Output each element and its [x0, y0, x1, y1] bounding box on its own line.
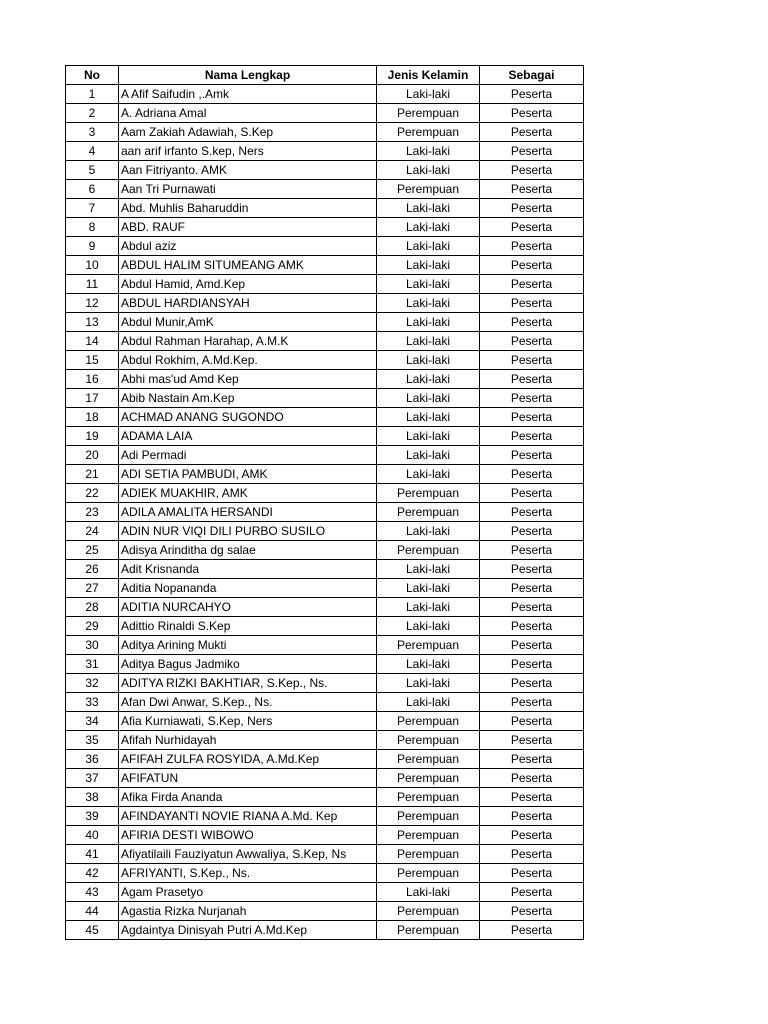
- cell-no: 40: [66, 826, 119, 845]
- cell-name: Afifah Nurhidayah: [119, 731, 377, 750]
- cell-no: 41: [66, 845, 119, 864]
- cell-no: 29: [66, 617, 119, 636]
- table-row: [66, 218, 584, 237]
- cell-no: 21: [66, 465, 119, 484]
- cell-gender: Perempuan: [377, 731, 480, 750]
- cell-no: 26: [66, 560, 119, 579]
- cell-no: 28: [66, 598, 119, 617]
- table-row: [66, 332, 584, 351]
- cell-no: 36: [66, 750, 119, 769]
- table-row: [66, 807, 584, 826]
- table-row: [66, 237, 584, 256]
- table-row: [66, 845, 584, 864]
- cell-role: Peserta: [480, 237, 584, 256]
- cell-role: Peserta: [480, 294, 584, 313]
- cell-gender: Perempuan: [377, 123, 480, 142]
- table-row: [66, 693, 584, 712]
- cell-gender: Perempuan: [377, 864, 480, 883]
- cell-gender: Perempuan: [377, 902, 480, 921]
- table-row: [66, 142, 584, 161]
- cell-name: Abd. Muhlis Baharuddin: [119, 199, 377, 218]
- cell-role: Peserta: [480, 123, 584, 142]
- cell-name: AFINDAYANTI NOVIE RIANA A.Md. Kep: [119, 807, 377, 826]
- cell-name: Abdul Hamid, Amd.Kep: [119, 275, 377, 294]
- table-row: [66, 446, 584, 465]
- table-row: [66, 275, 584, 294]
- cell-no: 12: [66, 294, 119, 313]
- cell-name: ABDUL HALIM SITUMEANG AMK: [119, 256, 377, 275]
- cell-no: 24: [66, 522, 119, 541]
- table-row: [66, 522, 584, 541]
- table-row: [66, 788, 584, 807]
- cell-no: 44: [66, 902, 119, 921]
- cell-no: 17: [66, 389, 119, 408]
- table-row: [66, 902, 584, 921]
- cell-no: 45: [66, 921, 119, 940]
- cell-role: Peserta: [480, 104, 584, 123]
- cell-name: Aan Tri Purnawati: [119, 180, 377, 199]
- cell-name: Abdul Rahman Harahap, A.M.K: [119, 332, 377, 351]
- cell-gender: Laki-laki: [377, 161, 480, 180]
- cell-role: Peserta: [480, 199, 584, 218]
- cell-role: Peserta: [480, 351, 584, 370]
- cell-role: Peserta: [480, 636, 584, 655]
- cell-gender: Laki-laki: [377, 693, 480, 712]
- cell-no: 15: [66, 351, 119, 370]
- cell-gender: Laki-laki: [377, 256, 480, 275]
- cell-gender: Perempuan: [377, 826, 480, 845]
- participant-table: [65, 65, 584, 940]
- cell-name: Aam Zakiah Adawiah, S.Kep: [119, 123, 377, 142]
- cell-no: 13: [66, 313, 119, 332]
- cell-role: Peserta: [480, 788, 584, 807]
- table-row: [66, 769, 584, 788]
- table-row: [66, 598, 584, 617]
- table-row: [66, 104, 584, 123]
- cell-name: Aditia Nopananda: [119, 579, 377, 598]
- table-row: [66, 503, 584, 522]
- cell-gender: Laki-laki: [377, 199, 480, 218]
- cell-gender: Laki-laki: [377, 560, 480, 579]
- cell-name: A. Adriana Amal: [119, 104, 377, 123]
- cell-role: Peserta: [480, 256, 584, 275]
- table-row: [66, 921, 584, 940]
- cell-no: 34: [66, 712, 119, 731]
- header-no: No: [66, 66, 119, 85]
- cell-no: 31: [66, 655, 119, 674]
- cell-name: Abib Nastain Am.Kep: [119, 389, 377, 408]
- cell-role: Peserta: [480, 807, 584, 826]
- cell-gender: Laki-laki: [377, 218, 480, 237]
- cell-role: Peserta: [480, 275, 584, 294]
- cell-gender: Perempuan: [377, 484, 480, 503]
- cell-name: ACHMAD ANANG SUGONDO: [119, 408, 377, 427]
- cell-role: Peserta: [480, 864, 584, 883]
- cell-gender: Laki-laki: [377, 332, 480, 351]
- cell-name: ADIEK MUAKHIR, AMK: [119, 484, 377, 503]
- cell-name: Adittio Rinaldi S.Kep: [119, 617, 377, 636]
- table-row: [66, 731, 584, 750]
- cell-gender: Laki-laki: [377, 579, 480, 598]
- cell-name: Adisya Arinditha dg salae: [119, 541, 377, 560]
- cell-no: 6: [66, 180, 119, 199]
- table-row: [66, 826, 584, 845]
- cell-no: 3: [66, 123, 119, 142]
- table-row: [66, 655, 584, 674]
- cell-name: Adit Krisnanda: [119, 560, 377, 579]
- cell-name: ADAMA LAIA: [119, 427, 377, 446]
- cell-no: 35: [66, 731, 119, 750]
- cell-name: Aditya Bagus Jadmiko: [119, 655, 377, 674]
- cell-no: 11: [66, 275, 119, 294]
- cell-gender: Perempuan: [377, 180, 480, 199]
- cell-role: Peserta: [480, 161, 584, 180]
- cell-role: Peserta: [480, 902, 584, 921]
- cell-no: 37: [66, 769, 119, 788]
- cell-name: aan arif irfanto S.kep, Ners: [119, 142, 377, 161]
- table-row: [66, 636, 584, 655]
- cell-no: 20: [66, 446, 119, 465]
- cell-gender: Laki-laki: [377, 408, 480, 427]
- cell-name: Afan Dwi Anwar, S.Kep., Ns.: [119, 693, 377, 712]
- cell-no: 4: [66, 142, 119, 161]
- table-row: [66, 883, 584, 902]
- cell-name: A Afif Saifudin ,.Amk: [119, 85, 377, 104]
- header-name: Nama Lengkap: [119, 66, 377, 85]
- cell-role: Peserta: [480, 921, 584, 940]
- cell-name: Afia Kurniawati, S.Kep, Ners: [119, 712, 377, 731]
- cell-gender: Laki-laki: [377, 389, 480, 408]
- table-row: [66, 85, 584, 104]
- cell-name: Agastia Rizka Nurjanah: [119, 902, 377, 921]
- table-row: [66, 351, 584, 370]
- cell-gender: Laki-laki: [377, 883, 480, 902]
- cell-role: Peserta: [480, 503, 584, 522]
- cell-role: Peserta: [480, 541, 584, 560]
- table-row: [66, 427, 584, 446]
- cell-gender: Perempuan: [377, 541, 480, 560]
- cell-no: 5: [66, 161, 119, 180]
- cell-no: 10: [66, 256, 119, 275]
- cell-gender: Laki-laki: [377, 275, 480, 294]
- cell-gender: Perempuan: [377, 788, 480, 807]
- cell-name: ADITIA NURCAHYO: [119, 598, 377, 617]
- cell-no: 14: [66, 332, 119, 351]
- cell-role: Peserta: [480, 598, 584, 617]
- cell-no: 32: [66, 674, 119, 693]
- header-row: [66, 66, 584, 85]
- table-row: [66, 370, 584, 389]
- cell-gender: Laki-laki: [377, 313, 480, 332]
- cell-role: Peserta: [480, 370, 584, 389]
- cell-role: Peserta: [480, 560, 584, 579]
- cell-role: Peserta: [480, 750, 584, 769]
- cell-gender: Laki-laki: [377, 617, 480, 636]
- cell-name: Abdul Munir,AmK: [119, 313, 377, 332]
- cell-no: 38: [66, 788, 119, 807]
- cell-name: AFIFAH ZULFA ROSYIDA, A.Md.Kep: [119, 750, 377, 769]
- cell-gender: Perempuan: [377, 636, 480, 655]
- cell-role: Peserta: [480, 579, 584, 598]
- cell-no: 39: [66, 807, 119, 826]
- cell-name: Adi Permadi: [119, 446, 377, 465]
- cell-gender: Perempuan: [377, 712, 480, 731]
- cell-name: Abhi mas'ud Amd Kep: [119, 370, 377, 389]
- cell-role: Peserta: [480, 845, 584, 864]
- header-gender: Jenis Kelamin: [377, 66, 480, 85]
- cell-role: Peserta: [480, 769, 584, 788]
- cell-role: Peserta: [480, 617, 584, 636]
- cell-gender: Laki-laki: [377, 427, 480, 446]
- cell-name: AFRIYANTI, S.Kep., Ns.: [119, 864, 377, 883]
- cell-name: ADILA AMALITA HERSANDI: [119, 503, 377, 522]
- cell-no: 42: [66, 864, 119, 883]
- table-row: [66, 541, 584, 560]
- header-role: Sebagai: [480, 66, 584, 85]
- cell-gender: Perempuan: [377, 503, 480, 522]
- cell-role: Peserta: [480, 883, 584, 902]
- cell-gender: Laki-laki: [377, 351, 480, 370]
- cell-name: Agdaintya Dinisyah Putri A.Md.Kep: [119, 921, 377, 940]
- cell-role: Peserta: [480, 484, 584, 503]
- table-row: [66, 712, 584, 731]
- cell-role: Peserta: [480, 313, 584, 332]
- cell-name: Aditya Arining Mukti: [119, 636, 377, 655]
- table-body: [66, 85, 584, 940]
- cell-role: Peserta: [480, 826, 584, 845]
- cell-gender: Laki-laki: [377, 674, 480, 693]
- cell-no: 18: [66, 408, 119, 427]
- cell-gender: Perempuan: [377, 104, 480, 123]
- cell-role: Peserta: [480, 427, 584, 446]
- cell-gender: Laki-laki: [377, 142, 480, 161]
- cell-name: AFIRIA DESTI WIBOWO: [119, 826, 377, 845]
- table-row: [66, 560, 584, 579]
- cell-gender: Laki-laki: [377, 370, 480, 389]
- cell-gender: Laki-laki: [377, 522, 480, 541]
- cell-name: Afika Firda Ananda: [119, 788, 377, 807]
- cell-role: Peserta: [480, 218, 584, 237]
- table-row: [66, 484, 584, 503]
- table-row: [66, 313, 584, 332]
- cell-role: Peserta: [480, 85, 584, 104]
- cell-role: Peserta: [480, 712, 584, 731]
- cell-no: 8: [66, 218, 119, 237]
- cell-gender: Perempuan: [377, 807, 480, 826]
- cell-no: 9: [66, 237, 119, 256]
- cell-no: 22: [66, 484, 119, 503]
- cell-no: 7: [66, 199, 119, 218]
- cell-no: 33: [66, 693, 119, 712]
- cell-no: 23: [66, 503, 119, 522]
- table-row: [66, 465, 584, 484]
- cell-role: Peserta: [480, 180, 584, 199]
- cell-name: ADITYA RIZKI BAKHTIAR, S.Kep., Ns.: [119, 674, 377, 693]
- cell-no: 30: [66, 636, 119, 655]
- cell-name: Agam Prasetyo: [119, 883, 377, 902]
- table-row: [66, 617, 584, 636]
- cell-role: Peserta: [480, 142, 584, 161]
- cell-name: Aan Fitriyanto. AMK: [119, 161, 377, 180]
- table-row: [66, 294, 584, 313]
- cell-gender: Laki-laki: [377, 655, 480, 674]
- cell-name: Abdul aziz: [119, 237, 377, 256]
- participant-sheet: [65, 65, 583, 940]
- cell-gender: Laki-laki: [377, 465, 480, 484]
- cell-gender: Laki-laki: [377, 598, 480, 617]
- cell-role: Peserta: [480, 674, 584, 693]
- table-row: [66, 161, 584, 180]
- table-row: [66, 389, 584, 408]
- cell-name: Afiyatilaili Fauziyatun Awwaliya, S.Kep, Ns: [119, 845, 377, 864]
- cell-role: Peserta: [480, 332, 584, 351]
- cell-gender: Perempuan: [377, 750, 480, 769]
- cell-role: Peserta: [480, 408, 584, 427]
- table-row: [66, 199, 584, 218]
- cell-gender: Perempuan: [377, 845, 480, 864]
- cell-role: Peserta: [480, 522, 584, 541]
- cell-gender: Laki-laki: [377, 446, 480, 465]
- cell-gender: Laki-laki: [377, 294, 480, 313]
- table-row: [66, 750, 584, 769]
- table-row: [66, 408, 584, 427]
- cell-no: 2: [66, 104, 119, 123]
- cell-name: ABD. RAUF: [119, 218, 377, 237]
- cell-name: AFIFATUN: [119, 769, 377, 788]
- cell-gender: Perempuan: [377, 921, 480, 940]
- cell-no: 25: [66, 541, 119, 560]
- cell-role: Peserta: [480, 655, 584, 674]
- cell-gender: Perempuan: [377, 769, 480, 788]
- table-row: [66, 180, 584, 199]
- cell-gender: Laki-laki: [377, 237, 480, 256]
- cell-no: 27: [66, 579, 119, 598]
- cell-name: ADI SETIA PAMBUDI, AMK: [119, 465, 377, 484]
- cell-role: Peserta: [480, 465, 584, 484]
- table-row: [66, 123, 584, 142]
- table-row: [66, 674, 584, 693]
- cell-name: ABDUL HARDIANSYAH: [119, 294, 377, 313]
- table-row: [66, 256, 584, 275]
- table-row: [66, 579, 584, 598]
- cell-role: Peserta: [480, 446, 584, 465]
- cell-name: ADIN NUR VIQI DILI PURBO SUSILO: [119, 522, 377, 541]
- table-row: [66, 864, 584, 883]
- cell-gender: Laki-laki: [377, 85, 480, 104]
- cell-name: Abdul Rokhim, A.Md.Kep.: [119, 351, 377, 370]
- cell-role: Peserta: [480, 693, 584, 712]
- cell-no: 16: [66, 370, 119, 389]
- cell-role: Peserta: [480, 731, 584, 750]
- cell-no: 43: [66, 883, 119, 902]
- cell-role: Peserta: [480, 389, 584, 408]
- cell-no: 1: [66, 85, 119, 104]
- cell-no: 19: [66, 427, 119, 446]
